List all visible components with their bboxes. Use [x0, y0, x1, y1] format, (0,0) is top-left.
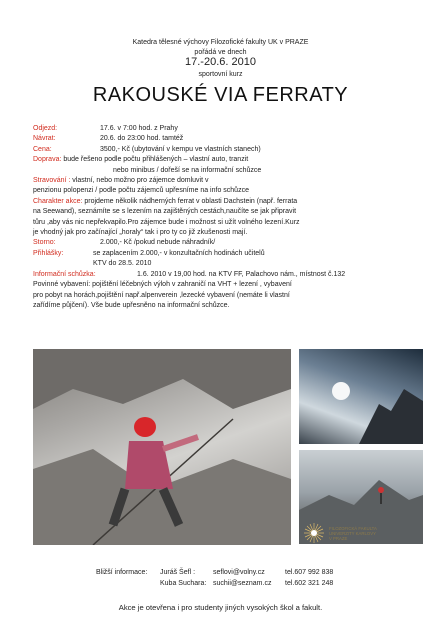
contact-person-2: Kuba Suchara: [160, 580, 207, 587]
meeting-row [33, 270, 413, 280]
page-title: RAKOUSKÉ VIA FERRATY [92, 84, 349, 106]
logo-line3: V PRAZE [329, 536, 348, 541]
sun-logo-icon [303, 522, 325, 544]
footer-note: Akce je otevřena i pro studenty jiných vysokých škol a fakult. [118, 603, 323, 612]
transport-row [33, 155, 413, 165]
equipment-text: Povinné vybavení: pojištění léčebných výloh v zahraničí na VHT + lezení , vybavení [33, 281, 292, 289]
return-text: 20.6. do 23:00 hod. tamtéž [100, 135, 184, 143]
return-row [33, 134, 413, 144]
storno-label: Storno: [33, 239, 56, 247]
climber-photo [33, 349, 291, 545]
contact-phone-1: tel.607 992 838 [285, 569, 334, 576]
meals-label: Stravování : [33, 177, 71, 185]
character-row [33, 197, 413, 207]
price-label: Cena: [33, 145, 52, 153]
details-block [33, 124, 413, 311]
departure-label: Odjezd: [33, 125, 58, 132]
contact-phone-2: tel.602 321 248 [285, 580, 334, 587]
transport-label: Doprava: [33, 156, 62, 164]
sunburst-illustration [299, 349, 423, 444]
price-row [33, 145, 413, 155]
meeting-text: 1.6. 2010 v 19,00 hod. na KTV FF, Palachovo nám., místnost č.132 [137, 270, 346, 278]
character-text-2: na Seewand), seznámíte se s lezením na zajištěných cestách,naučíte se jak připravit [33, 208, 297, 216]
meals-row [33, 176, 413, 186]
meals-text: vlastní, nebo možno pro zájemce domluvit v [70, 177, 209, 185]
contact-email-2[interactable]: suchii@seznam.cz [213, 580, 272, 587]
storno-text: 2.000,- Kč /pokud nebude náhradník/ [100, 239, 216, 247]
departure-row [33, 124, 413, 134]
meals-text-2: penzionu polopenzi / podle počtu zájemců upřesníme na info schůzce [33, 187, 249, 195]
transport-text-2: nebo minibus / dořeší se na informační schůzce [113, 166, 262, 174]
character-text-3: tůru ,aby vás nic nepřekvapilo.Pro zájemce bude i možnost si užít volného lezení.Kurz [33, 218, 300, 226]
registration-text-2: KTV do 28.5. 2010 [93, 260, 152, 268]
character-text: projdeme několik nádherných ferrat v oblasti Dachstein (např. ferrata [82, 197, 298, 205]
logo-line1: FILOZOFICKÁ FAKULTA [329, 526, 377, 531]
climber-illustration [33, 349, 291, 545]
event-dates: 17.-20.6. 2010 [185, 56, 256, 68]
organizer-line-2: pořádá ve dnech [194, 49, 247, 56]
character-label: Charakter akce: [33, 197, 83, 205]
registration-text: se zaplacením 2.000,- v konzultačních hodinách učitelů [93, 249, 265, 257]
character-text-4: je vhodný jak pro začínající „horaly“ tak i pro ty co již zkušenosti mají. [33, 229, 248, 237]
return-label: Návrat: [33, 135, 56, 143]
sky-photo [299, 349, 423, 444]
contact-email-1[interactable]: seflovi@volny.cz [213, 569, 265, 576]
registration-row [33, 249, 413, 259]
meeting-label: Informační schůzka: [33, 270, 96, 278]
contacts-label: Bližší informace: [96, 569, 148, 576]
price-text: 3500,- Kč (ubytování v kempu ve vlastních stanech) [100, 145, 261, 153]
course-type: sportovní kurz [198, 71, 243, 78]
departure-text: 17.6. v 7:00 hod. z Prahy [100, 125, 178, 132]
storno-row [33, 238, 413, 248]
transport-text: bude řešeno podle počtu přihlášených – vlastní auto, tranzit [61, 156, 249, 164]
equipment-text-3: zařídíme půjčení). Vše bude upřesněno na informační schůzce. [33, 301, 230, 309]
contact-person-1: Juráš Šefl : [160, 569, 196, 576]
faculty-logo [303, 516, 431, 554]
logo-line2: UNIVERZITY KARLOVY [329, 531, 376, 536]
organizer-line: Katedra tělesné výchovy Filozofické fakulty UK v PRAZE [132, 39, 309, 46]
equipment-text-2: pro pobyt na horách,pojištění např.alpenverein ,lezecké vybavení (nemáte li vlastní [33, 291, 290, 299]
registration-label: Přihlášky: [33, 249, 64, 257]
